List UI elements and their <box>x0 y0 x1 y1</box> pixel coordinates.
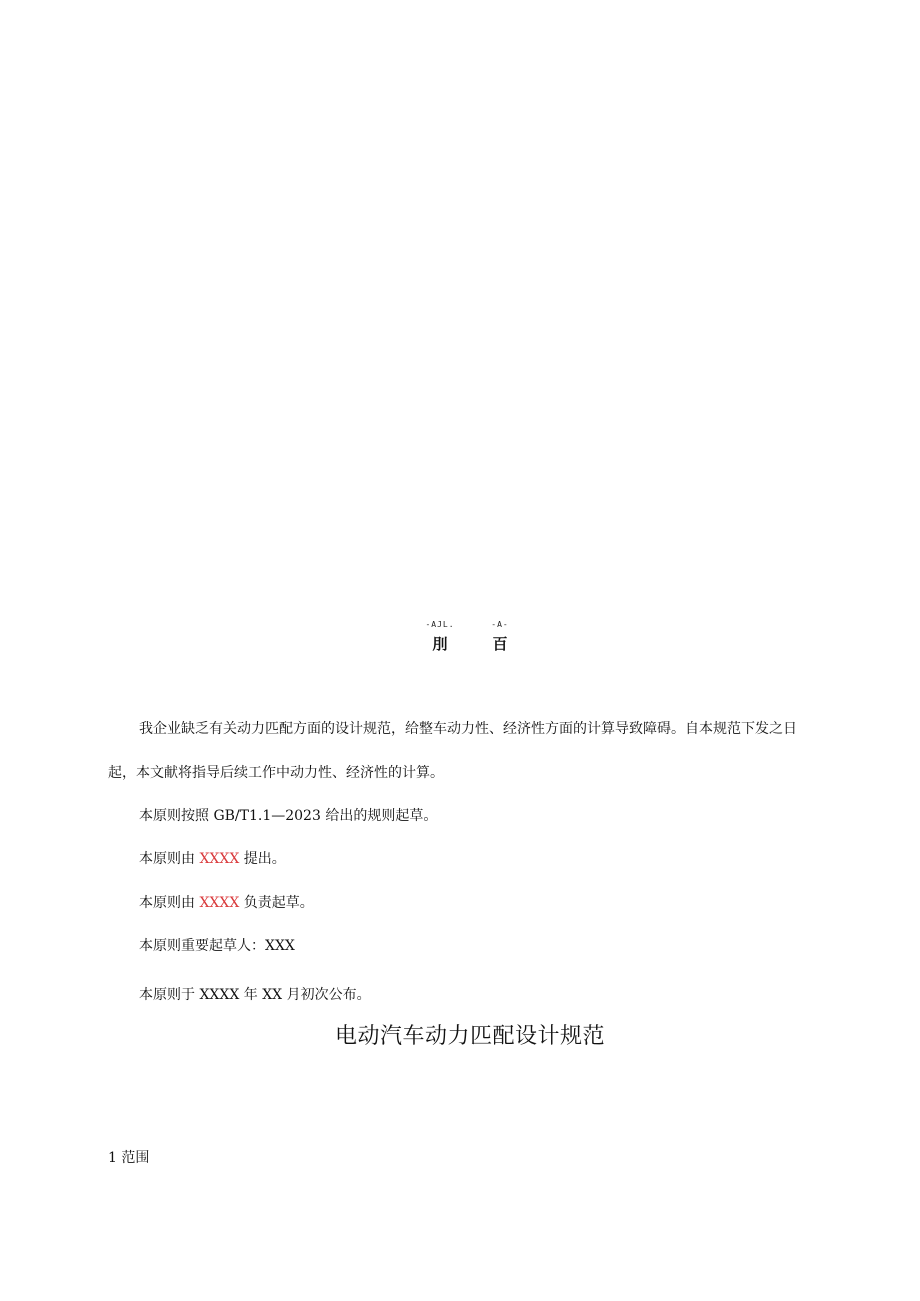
foreword-left-annotation: -AJL. <box>425 620 455 629</box>
drafted-org-placeholder: XXXX <box>199 895 240 911</box>
foreword-heading <box>0 620 920 660</box>
intro-paragraph-line2: 起，本文献将指导后续工作中动力性、经济性的计算。 <box>108 765 444 781</box>
drafters-paragraph: 本原则重要起草人：XXX <box>139 938 295 954</box>
foreword-heading-right <box>470 620 530 654</box>
proposed-org-placeholder: XXXX <box>199 851 240 867</box>
drafted-prefix: 本原则由 <box>139 895 200 911</box>
proposed-suffix: 提出。 <box>239 851 286 867</box>
proposed-prefix: 本原则由 <box>139 851 200 867</box>
proposed-by-paragraph <box>139 849 286 869</box>
section-heading-scope: 1 范围 <box>108 1150 150 1166</box>
published-paragraph: 本原则于 XXXX 年 XX 月初次公布。 <box>139 987 371 1003</box>
drafted-by-paragraph <box>139 893 314 913</box>
drafted-suffix: 负责起草。 <box>239 895 314 911</box>
drafting-rules-paragraph: 本原则按照 GB/T1.1—2023 给出的规则起草。 <box>139 808 438 824</box>
document-title: 电动汽车动力匹配设计规范 <box>334 1024 605 1049</box>
foreword-heading-left <box>410 620 470 654</box>
foreword-right-annotation: -A- <box>491 620 509 629</box>
intro-paragraph-line1: 我企业缺乏有关动力匹配方面的设计规范，给整车动力性、经济性方面的计算导致障碍。自本规范下发之日 <box>139 721 797 737</box>
foreword-right-char: 百 <box>492 635 508 653</box>
foreword-left-char: 刖 <box>432 635 448 653</box>
